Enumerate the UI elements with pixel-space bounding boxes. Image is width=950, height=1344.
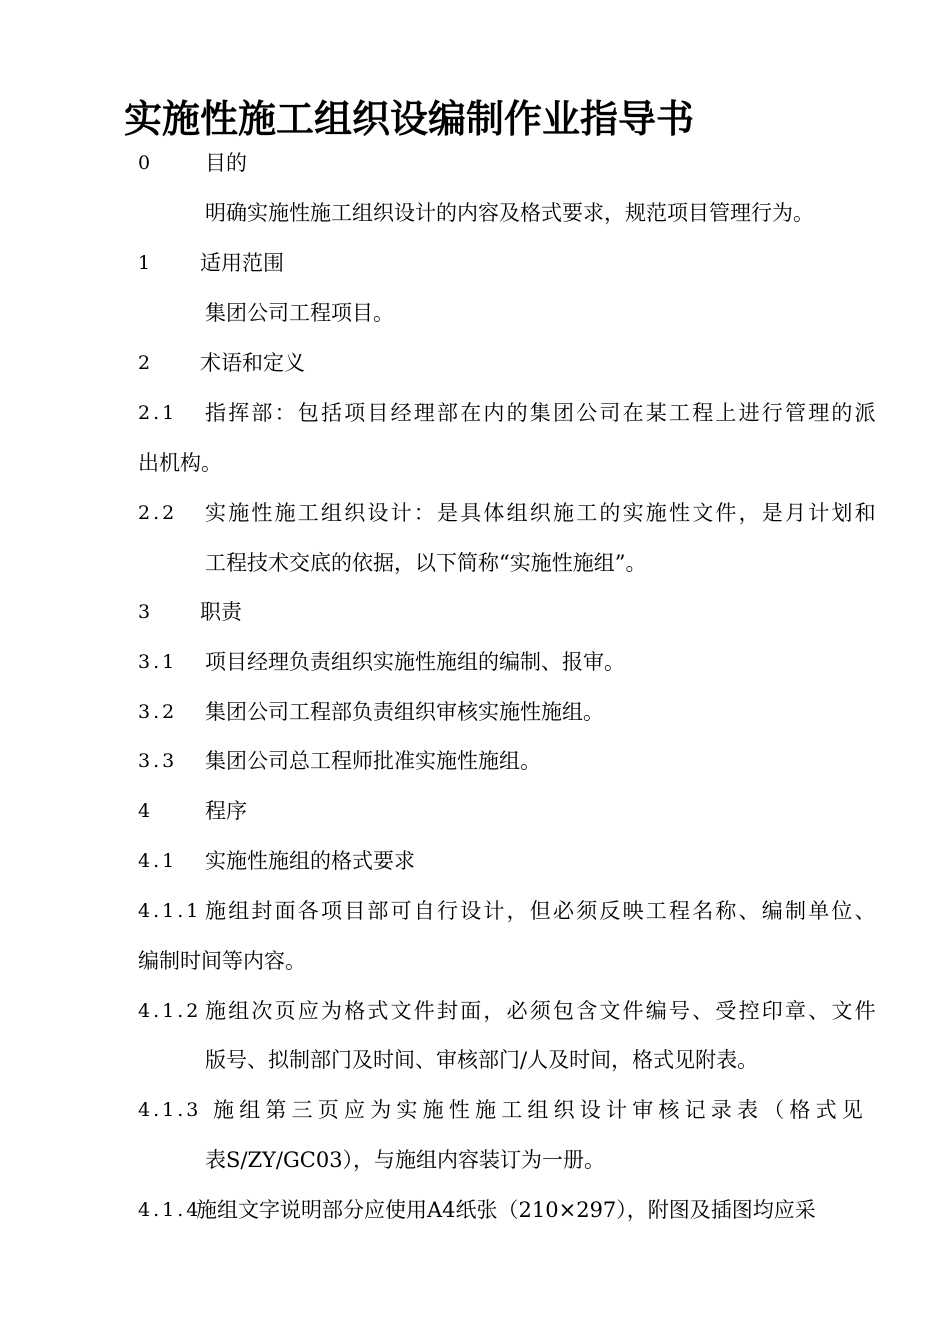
paragraph: 编制时间等内容。 xyxy=(138,949,306,973)
paragraph: 施组文字说明部分应使用A4纸张（210×297），附图及插图均应采 xyxy=(196,1198,816,1222)
paragraph: 实施性施工组织设计：是具体组织施工的实施性文件，是月计划和 xyxy=(205,501,878,525)
section-number: 4.1.2 xyxy=(138,1000,202,1022)
section-number: 2.2 xyxy=(138,502,178,524)
section-heading: 职责 xyxy=(200,600,242,624)
section-number: 4 xyxy=(138,800,154,822)
section-heading: 程序 xyxy=(205,799,247,823)
paragraph: 项目经理负责组织实施性施组的编制、报审。 xyxy=(205,650,625,674)
section-heading: 适用范围 xyxy=(200,251,284,275)
section-number: 2 xyxy=(138,352,154,374)
paragraph: 表S/ZY/GC03），与施组内容装订为一册。 xyxy=(205,1148,606,1172)
paragraph: 工程技术交底的依据，以下简称“实施性施组”。 xyxy=(205,551,647,575)
paragraph: 明确实施性施工组织设计的内容及格式要求，规范项目管理行为。 xyxy=(205,201,814,225)
paragraph: 施组第三页应为实施性施工组织设计审核记录表（格式见 xyxy=(213,1098,868,1122)
paragraph: 集团公司总工程师批准实施性施组。 xyxy=(205,749,541,773)
paragraph: 出机构。 xyxy=(138,451,222,475)
section-number: 0 xyxy=(138,152,154,174)
section-number: 3.2 xyxy=(138,701,178,723)
document-title: 实施性施工组织设编制作业指导书 xyxy=(124,97,695,141)
section-heading: 术语和定义 xyxy=(200,351,305,375)
paragraph: 实施性施组的格式要求 xyxy=(205,849,415,873)
section-number: 4.1 xyxy=(138,850,178,872)
section-number: 2.1 xyxy=(138,402,178,424)
paragraph: 版号、拟制部门及时间、审核部门/人及时间，格式见附表。 xyxy=(205,1048,759,1072)
paragraph: 施组封面各项目部可自行设计，但必须反映工程名称、编制单位、 xyxy=(205,899,878,923)
paragraph: 集团公司工程项目。 xyxy=(205,301,394,325)
paragraph: 指挥部：包括项目经理部在内的集团公司在某工程上进行管理的派 xyxy=(205,401,878,425)
paragraph: 施组次页应为格式文件封面，必须包含文件编号、受控印章、文件 xyxy=(205,999,878,1023)
section-number: 3 xyxy=(138,601,154,623)
section-number: 4.1.1 xyxy=(138,900,202,922)
section-number: 1 xyxy=(138,252,154,274)
section-number: 4.1.3 xyxy=(138,1099,202,1121)
section-number: 3.1 xyxy=(138,651,178,673)
section-heading: 目的 xyxy=(205,151,247,175)
section-number: 4.1.4 xyxy=(138,1199,202,1221)
section-number: 3.3 xyxy=(138,750,178,772)
paragraph: 集团公司工程部负责组织审核实施性施组。 xyxy=(205,700,604,724)
